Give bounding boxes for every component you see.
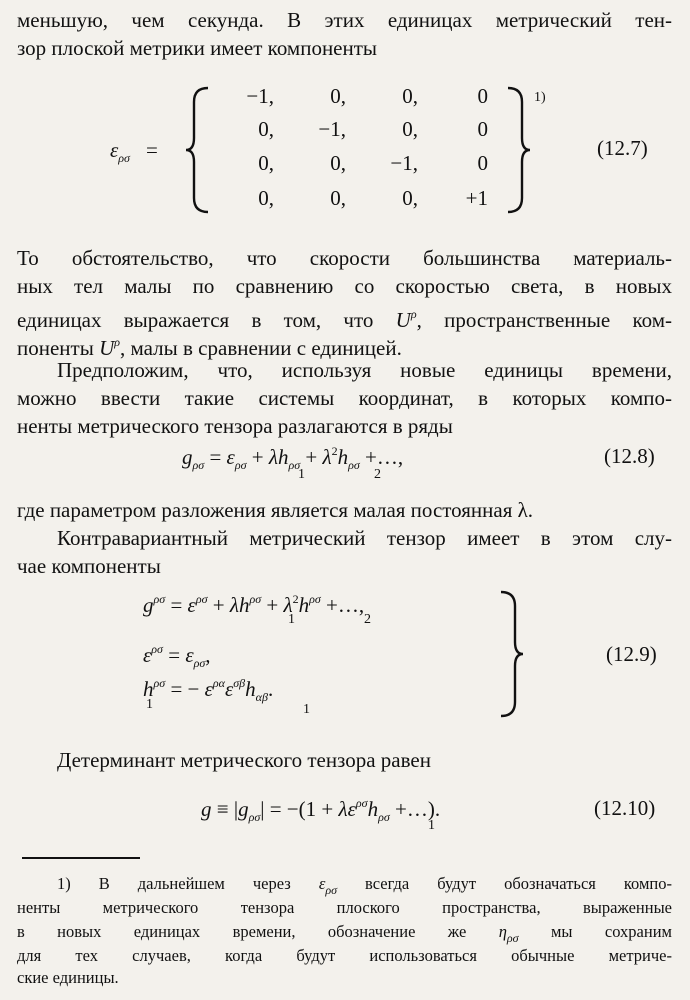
equation-number: (12.7) [597, 136, 648, 160]
right-brace [497, 590, 527, 718]
equation-12-8: $g_{\rho\sigma} = \varepsilon_{\rho\sigma} + \lambda h_{\rho\sigma} + \lambda^2h_{\rho\sigma}$ +…, [182, 444, 404, 472]
footnote-line: 1) В дальнейшем через $\varepsilon_{\rho\sigma}$ всегда будут обозначаться компо- [57, 874, 672, 897]
matrix-cell: 0, [330, 151, 346, 175]
index-under: 1 [298, 467, 305, 482]
footnote-line: ненты метрического тензора плоского пространства, выраженные [17, 898, 672, 917]
eq-line-3: $h^{\rho\sigma}$ = − $\varepsilon^{\rho\alpha}\varepsilon^{\sigma\beta}h_{\alpha\beta}$. [143, 676, 274, 704]
equation-number: (12.8) [604, 444, 655, 468]
index-under: 2 [364, 612, 371, 627]
matrix-cell: 0, [402, 186, 418, 210]
matrix-cell: −1, [318, 117, 346, 141]
left-brace [186, 86, 216, 214]
matrix-cell: −1, [390, 151, 418, 175]
equation-number: (12.9) [606, 642, 657, 666]
matrix-cell: 0, [258, 151, 274, 175]
footnote-line: ские единицы. [17, 968, 119, 987]
matrix-cell: 0, [258, 186, 274, 210]
footnote-line: для тех случаев, когда будут использоваться обычные метриче- [17, 946, 672, 965]
footnote-line: в новых единицах времени, обозначение же $\eta_{\rho\sigma}$ мы сохраним [17, 922, 672, 945]
matrix-cell: 0, [258, 117, 274, 141]
footnote-mark: 1) [534, 90, 546, 105]
equation-12-10: $g \equiv |g_{\rho\sigma}| = -(1 + \lambda\varepsilon^{\rho\sigma}h_{\rho\sigma}$ +…). [201, 796, 441, 824]
text-line: Детерминант метрического тензора равен [57, 748, 431, 772]
text-line: чае компоненты [17, 554, 161, 578]
footnote-rule [22, 857, 140, 859]
text-line: где параметром разложения является малая постоянная λ. [17, 498, 534, 522]
matrix-cell: +1 [465, 186, 488, 210]
text-line: ненты метрического тензора разлагаются в ряды [17, 414, 453, 438]
matrix-cell: 0 [477, 151, 488, 175]
matrix-cell: 0, [402, 84, 418, 108]
matrix-cell: 0 [477, 84, 488, 108]
eq-sign: = [146, 138, 158, 162]
index-under: 1 [303, 702, 310, 717]
eq-line-2: $\varepsilon^{\rho\sigma} = \varepsilon_{\rho\sigma}$, [143, 642, 211, 670]
index-under: 2 [374, 467, 381, 482]
text-line: зор плоской метрики имеет компоненты [17, 36, 378, 60]
matrix-cell: 0, [330, 84, 346, 108]
text-line: можно ввести такие системы координат, в которых компо- [17, 386, 672, 410]
index-under: 1 [288, 612, 295, 627]
matrix-cell: −1, [246, 84, 274, 108]
text-line: Контравариантный метрический тензор имеет в этом слу- [57, 526, 672, 550]
text-line: поненты $U^\rho$, малы в сравнении с единицей. [17, 335, 402, 360]
matrix-cell: 0, [330, 186, 346, 210]
text-line: То обстоятельство, что скорости большинства материаль- [17, 246, 672, 270]
matrix-cell: 0 [477, 117, 488, 141]
eq-lhs-epsilon: $\varepsilon_{\rho\sigma}$ [110, 138, 130, 165]
eq-line-1: $g^{\rho\sigma} = \varepsilon^{\rho\sigma} + \lambda h^{\rho\sigma} + \lambda^2h^{\rho\sigma}$ +…, [143, 592, 365, 617]
index-under: 1 [428, 818, 435, 833]
index-under: 1 [146, 697, 153, 712]
text-line: меньшую, чем секунда. В этих единицах метрический тен- [17, 8, 672, 32]
matrix-cell: 0, [402, 117, 418, 141]
equation-number: (12.10) [594, 796, 656, 820]
text-line: единицах выражается в том, что $U^\rho$, пространственные ком- [17, 307, 672, 332]
text-line: ных тел малы по сравнению со скоростью света, в новых [17, 274, 672, 298]
right-brace [504, 86, 534, 214]
text-line: Предположим, что, используя новые единицы времени, [57, 358, 672, 382]
